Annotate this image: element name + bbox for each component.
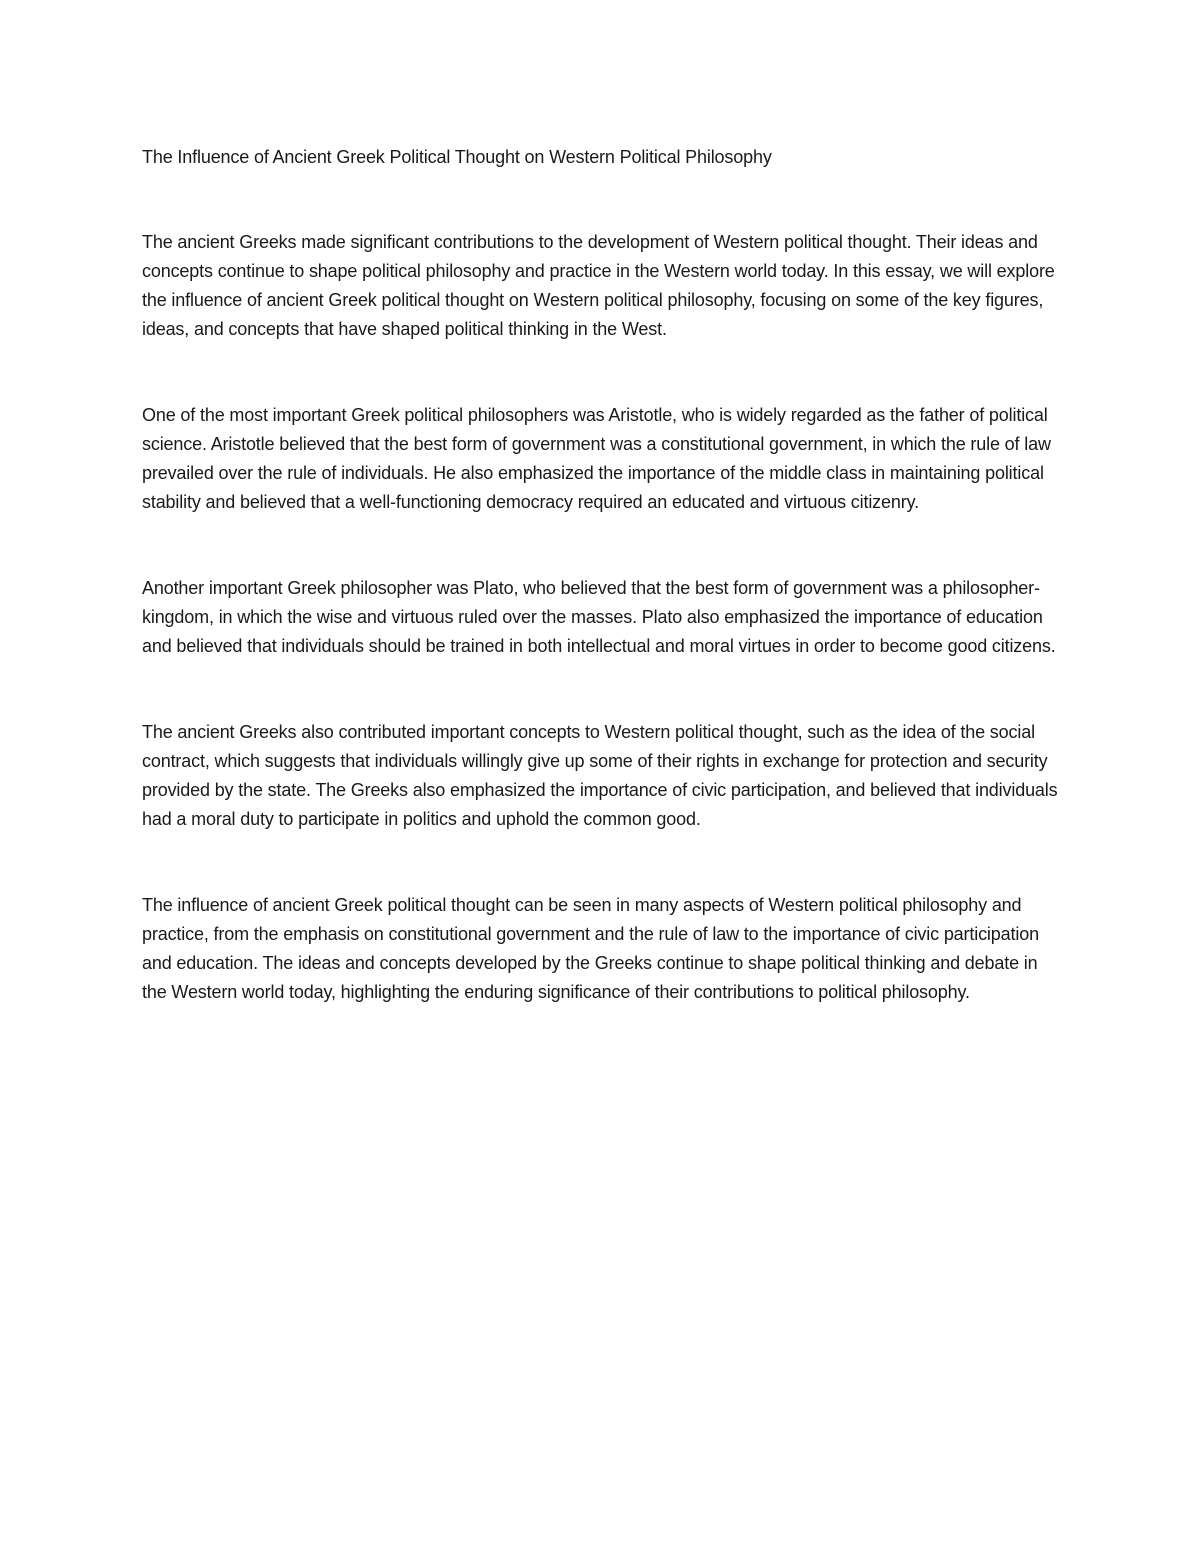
paragraph-plato: Another important Greek philosopher was Plato, who believed that the best form of government was a philosopher-kingdom, in which the wise and virtuous ruled over the masses. Plato also emphasized the importance of education and believed that individuals should be trained in both intellectual and moral virtues in order to become good citizens.: [142, 578, 1056, 656]
document-title: The Influence of Ancient Greek Political Thought on Western Political Philosophy: [142, 147, 772, 167]
paragraph-social-contract: The ancient Greeks also contributed important concepts to Western political thought, such as the idea of the social contract, which suggests that individuals willingly give up some of their rights in exchange for protection and security provided by the state. The Greeks also emphasized the importance of civic participation, and believed that individuals had a moral duty to participate in politics and uphold the common good.: [142, 722, 1058, 829]
paragraph-conclusion: The influence of ancient Greek political thought can be seen in many aspects of Western political philosophy and practice, from the emphasis on constitutional government and the rule of law to the importance of civic participation and education. The ideas and concepts developed by the Greeks continue to shape political thinking and debate in the Western world today, highlighting the enduring significance of their contributions to political philosophy.: [142, 895, 1039, 1002]
paragraph-aristotle: One of the most important Greek political philosophers was Aristotle, who is widely regarded as the father of political science. Aristotle believed that the best form of government was a constitutional government, in which the rule of law prevailed over the rule of individuals. He also emphasized the importance of the middle class in maintaining political stability and believed that a well-functioning democracy required an educated and virtuous citizenry.: [142, 405, 1051, 512]
document-body: [142, 143, 1062, 1007]
paragraph-introduction: The ancient Greeks made significant contributions to the development of Western political thought. Their ideas and concepts continue to shape political philosophy and practice in the Western world today. In this essay, we will explore the influence of ancient Greek political thought on Western political philosophy, focusing on some of the key figures, ideas, and concepts that have shaped political thinking in the West.: [142, 232, 1055, 339]
